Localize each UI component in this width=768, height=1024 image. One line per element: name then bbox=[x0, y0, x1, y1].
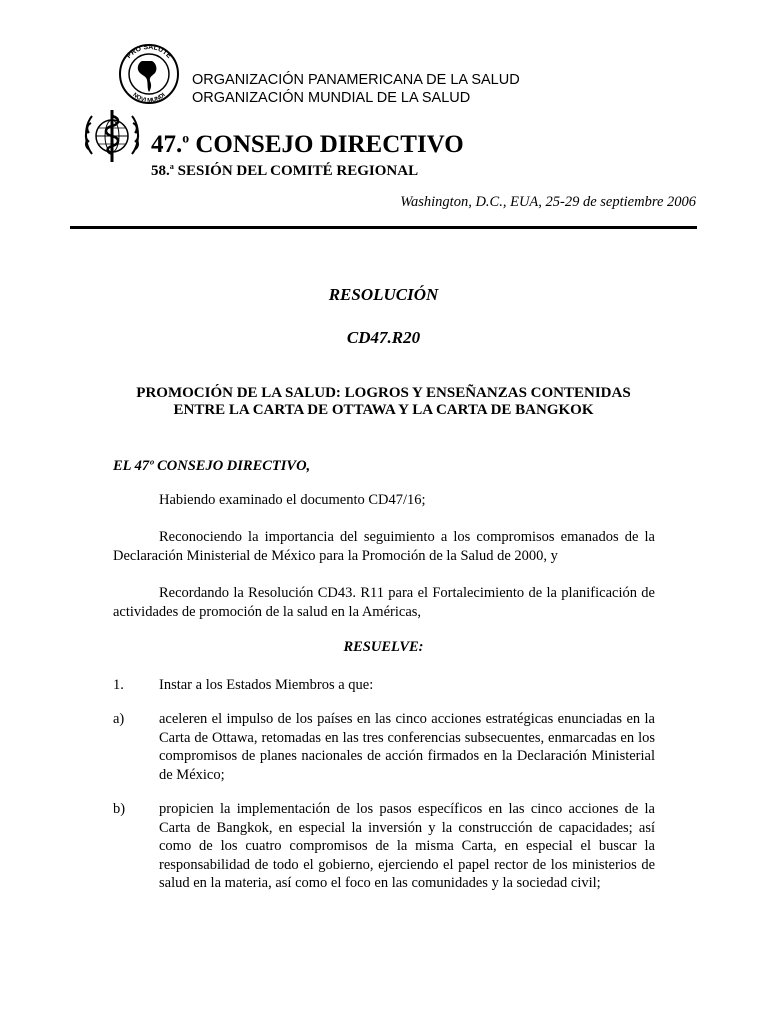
organization-line-1: ORGANIZACIÓN PANAMERICANA DE LA SALUD bbox=[192, 72, 520, 88]
resolves-heading: RESUELVE: bbox=[343, 639, 424, 655]
preamble-paragraph: Reconociendo la importancia del seguimiento a los compromisos emanados de la Declaración Ministerial de México para la Promoción de la Salud de 2000, y bbox=[113, 529, 655, 564]
title-text: CONSEJO DIRECTIVO bbox=[189, 131, 464, 158]
item-text: Instar a los Estados Miembros a que: bbox=[159, 677, 374, 693]
who-logo bbox=[76, 104, 146, 170]
svg-text:PRO SALUTE bbox=[126, 44, 173, 60]
document-code: CD47.R20 bbox=[346, 328, 421, 347]
resolution-heading-line-2: ENTRE LA CARTA DE OTTAWA Y LA CARTA DE BANGKOK bbox=[173, 402, 594, 418]
paho-logo-text-top: PRO SALUTE bbox=[125, 43, 173, 60]
header-divider bbox=[70, 226, 697, 229]
subtitle-text: SESIÓN DEL COMITÉ REGIONAL bbox=[173, 163, 419, 179]
preamble-paragraph: Habiendo examinado el documento CD47/16; bbox=[159, 492, 426, 508]
council-title bbox=[151, 129, 464, 161]
item-marker: b) bbox=[113, 801, 126, 817]
item-marker: a) bbox=[113, 711, 125, 727]
subtitle-number: 58. bbox=[151, 163, 170, 179]
title-number: 47. bbox=[151, 131, 183, 158]
paho-logo-text-bottom: NOVI MUNDI bbox=[131, 92, 167, 105]
document-type: RESOLUCIÓN bbox=[328, 285, 439, 304]
item-text: propicien la implementación de los pasos específicos en las cinco acciones de la Carta de Bangkok, en especial la inversión y la construcción de capacidades; así como de los cuatro compromisos de la misma Carta, en especial el buscar la responsabilidad de todo el gobierno, ejerciendo el papel rector de los ministerios de salud en la materia, así como el foco en las comunidades y la sociedad civil; bbox=[159, 801, 655, 891]
title-superscript: o bbox=[182, 130, 190, 146]
item-marker: 1. bbox=[113, 677, 124, 693]
subtitle-superscript: a bbox=[169, 162, 174, 171]
paho-logo bbox=[114, 43, 184, 105]
session-subtitle bbox=[151, 162, 418, 180]
resolution-heading-line-1: PROMOCIÓN DE LA SALUD: LOGROS Y ENSEÑANZAS CONTENIDAS bbox=[136, 385, 631, 401]
council-preamble: EL 47º CONSEJO DIRECTIVO, bbox=[113, 458, 311, 474]
place-and-date: Washington, D.C., EUA, 25-29 de septiembre 2006 bbox=[400, 194, 696, 210]
organization-line-2: ORGANIZACIÓN MUNDIAL DE LA SALUD bbox=[192, 90, 471, 106]
item-text: aceleren el impulso de los países en las cinco acciones estratégicas enunciadas en la Carta de Ottawa, retomadas en las tres conferencias subsecuentes, enmarcadas en los compromisos de planes nacionales de acción firmados en la Declaración Ministerial de México; bbox=[159, 711, 655, 783]
preamble-paragraph: Recordando la Resolución CD43. R11 para el Fortalecimiento de la planificación de actividades de promoción de la salud en la Américas, bbox=[113, 585, 655, 620]
